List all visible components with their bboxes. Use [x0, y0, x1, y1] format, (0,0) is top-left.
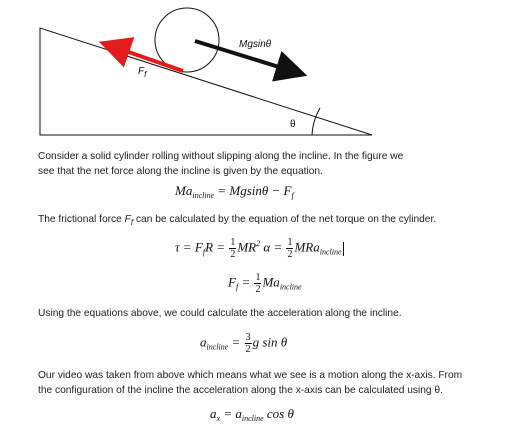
eq2-half-fraction: [229, 237, 236, 260]
angle-label-text: θ: [290, 119, 296, 130]
eq2-tau: τ = F: [175, 239, 203, 255]
eq3-rhs-sub: incline: [279, 282, 302, 292]
equation-net-force: [175, 183, 294, 200]
eq1-rhs-sub: f: [291, 191, 294, 200]
paragraph-x-axis: Our video was taken from above which means what we see is a motion along the x-axis. From the configuration of the incline the acceleration along the x-axis can be calculated using θ.: [38, 370, 463, 396]
eq3-half-fraction: [254, 272, 261, 295]
p2-after: can be calculated by the equation of the net torque on the cylinder.: [133, 214, 437, 225]
friction-arrow: [114, 47, 183, 71]
eq2-half-den: 2: [230, 249, 236, 260]
eq4-frac-den: 2: [245, 344, 251, 355]
eq2-half-num-2: 1: [287, 237, 293, 248]
eq1-rhs: = Mgsinθ − F: [214, 183, 292, 198]
eq1-lhs: Ma: [175, 183, 193, 198]
angle-arc: [312, 108, 320, 135]
eq3-rhs: Ma: [262, 274, 280, 290]
paragraph-intro: Consider a solid cylinder rolling without slipping along the incline. In the figure we see that the net force along the incline is given by the equation.: [38, 151, 404, 177]
eq4-lhs-sub: incline: [206, 342, 229, 352]
angle-label: [290, 119, 296, 130]
eq3-half-num: 1: [255, 272, 261, 283]
eq1-lhs-sub: incline: [192, 191, 215, 200]
p2-before: The frictional force: [38, 214, 125, 225]
eq2-cursor: [343, 242, 344, 256]
force-label: [239, 39, 271, 50]
eq2-square: 2: [256, 239, 261, 249]
p2-symbol-sub: f: [130, 218, 134, 227]
eq5-eq-sub: incline: [241, 414, 264, 423]
eq4-frac-num: 3: [245, 332, 251, 343]
friction-label-sub: f: [144, 70, 147, 79]
eq2-mra: MRa: [294, 239, 320, 255]
incline-diagram: [0, 0, 512, 145]
equation-friction: [228, 272, 302, 295]
p2-symbol: F: [124, 214, 131, 225]
paragraph-friction: [38, 212, 478, 230]
eq3-half-den: 2: [255, 284, 261, 295]
eq2-mr2: MR: [237, 239, 257, 255]
eq4-rhs: g sin θ: [252, 334, 288, 350]
eq3-lhs-sub: f: [235, 282, 239, 292]
equation-torque: [175, 237, 344, 260]
eq5-lhs-sub: x: [216, 414, 221, 423]
eq2-half-den-2: 2: [287, 249, 293, 260]
eq4-eq: =: [228, 334, 244, 350]
eq3-eq: =: [238, 274, 254, 290]
eq5-rhs: cos θ: [263, 406, 294, 421]
eq2-mid: R =: [205, 239, 229, 255]
eq2-half-fraction-2: [286, 237, 293, 260]
eq4-fraction: [245, 332, 252, 355]
equation-x-acceleration: [210, 406, 294, 423]
eq2-alpha: α =: [260, 239, 286, 255]
friction-label: [138, 66, 146, 79]
friction-label-main: F: [138, 66, 145, 77]
eq2-mra-sub: incline: [319, 247, 342, 257]
eq5-lhs: a: [210, 406, 217, 421]
cylinder: [155, 8, 219, 72]
paragraph-acceleration: Using the equations above, we could calculate the acceleration along the incline.: [38, 308, 402, 319]
eq2-half-num: 1: [230, 237, 236, 248]
force-label-text: Mgsinθ: [239, 39, 272, 50]
eq5-eq: = a: [220, 406, 242, 421]
eq4-lhs: a: [200, 334, 207, 350]
equation-acceleration: [200, 332, 287, 355]
eq3-lhs: F: [228, 274, 236, 290]
eq2-tau-sub: f: [202, 247, 206, 257]
